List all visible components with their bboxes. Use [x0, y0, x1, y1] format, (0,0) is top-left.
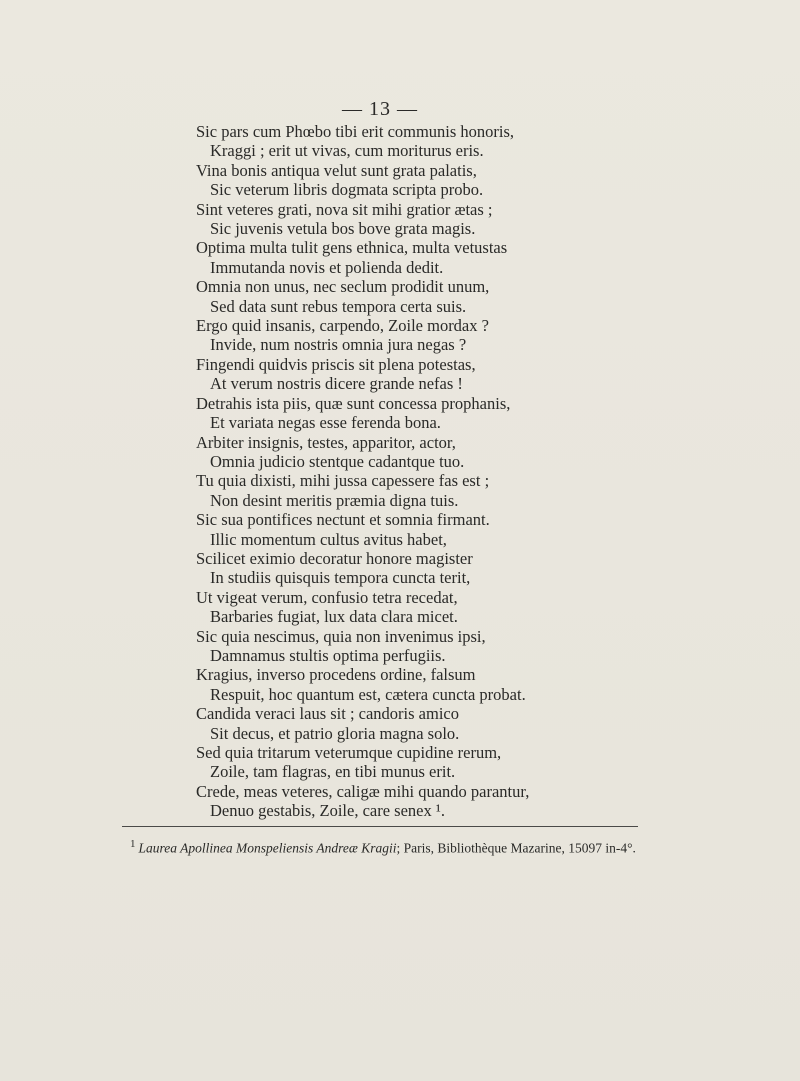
- poem-line: Sint veteres grati, nova sit mihi gratior ætas ;: [196, 199, 493, 219]
- poem-line: Invide, num nostris omnia jura negas ?: [210, 335, 467, 355]
- poem-line: Ut vigeat verum, confusio tetra recedat,: [196, 587, 458, 607]
- poem-line: Crede, meas veteres, caligæ mihi quando parantur,: [196, 781, 530, 801]
- poem-line: Kraggi ; erit ut vivas, cum moriturus eris.: [210, 141, 484, 161]
- poem-line: Vina bonis antiqua velut sunt grata palatis,: [196, 160, 477, 180]
- poem-line: In studiis quisquis tempora cuncta terit,: [210, 568, 471, 588]
- poem-line: Ergo quid insanis, carpendo, Zoile mordax ?: [196, 316, 489, 336]
- poem-line: Omnia non unus, nec seclum prodidit unum,: [196, 277, 490, 297]
- poem-line: Et variata negas esse ferenda bona.: [210, 413, 441, 433]
- poem-line: Sic sua pontifices nectunt et somnia firmant.: [196, 510, 490, 530]
- poem-line: Tu quia dixisti, mihi jussa capessere fas est ;: [196, 471, 490, 491]
- poem-line: Illic momentum cultus avitus habet,: [210, 529, 447, 549]
- poem-line: At verum nostris dicere grande nefas !: [210, 374, 463, 394]
- poem-line: Optima multa tulit gens ethnica, multa vetustas: [196, 238, 508, 258]
- poem-line: Immutanda novis et polienda dedit.: [210, 257, 444, 277]
- poem-line: Respuit, hoc quantum est, cætera cuncta probat.: [210, 684, 526, 704]
- poem-line: Barbaries fugiat, lux data clara micet.: [210, 607, 458, 627]
- footnote-divider: [122, 826, 638, 827]
- poem-line: Sed quia tritarum veterumque cupidine rerum,: [196, 743, 502, 762]
- footnote: [130, 838, 710, 857]
- poem-line: Fingendi quidvis priscis sit plena potestas,: [196, 354, 476, 374]
- poem-line: Sed data sunt rebus tempora certa suis.: [210, 296, 467, 316]
- poem-line: Scilicet eximio decoratur honore magister: [196, 548, 473, 568]
- poem-line: Zoile, tam flagras, en tibi munus erit.: [210, 762, 456, 782]
- poem-line: Non desint meritis præmia digna tuis.: [210, 490, 459, 510]
- footnote-mark: 1: [130, 838, 136, 850]
- poem-text: [196, 122, 756, 821]
- poem-line: Denuo gestabis, Zoile, care senex ¹.: [210, 801, 445, 821]
- poem-line: Candida veraci laus sit ; candoris amico: [196, 704, 460, 724]
- poem-line: Damnamus stultis optima perfugiis.: [210, 645, 446, 665]
- poem-line: Detrahis ista piis, quæ sunt concessa prophanis,: [196, 393, 511, 413]
- poem-line: Sic quia nescimus, quia non invenimus ipsi,: [196, 626, 486, 646]
- poem-line: Sic juvenis vetula bos bove grata magis.: [210, 219, 476, 239]
- poem-line: Sic pars cum Phœbo tibi erit communis honoris,: [196, 122, 515, 141]
- footnote-reference: ; Paris, Bibliothèque Mazarine, 15097 in-4°.: [396, 840, 636, 856]
- footnote-title: Laurea Apollinea Monspeliensis Andreæ Kragii: [138, 840, 397, 856]
- poem-line: Kragius, inverso procedens ordine, falsum: [196, 665, 476, 685]
- poem-line: Arbiter insignis, testes, apparitor, actor,: [196, 432, 456, 452]
- poem-line: Omnia judicio stentque cadantque tuo.: [210, 451, 465, 471]
- poem-line: Sic veterum libris dogmata scripta probo.: [210, 180, 484, 200]
- page-number: — 13 —: [342, 98, 418, 120]
- poem-line: Sit decus, et patrio gloria magna solo.: [210, 723, 460, 743]
